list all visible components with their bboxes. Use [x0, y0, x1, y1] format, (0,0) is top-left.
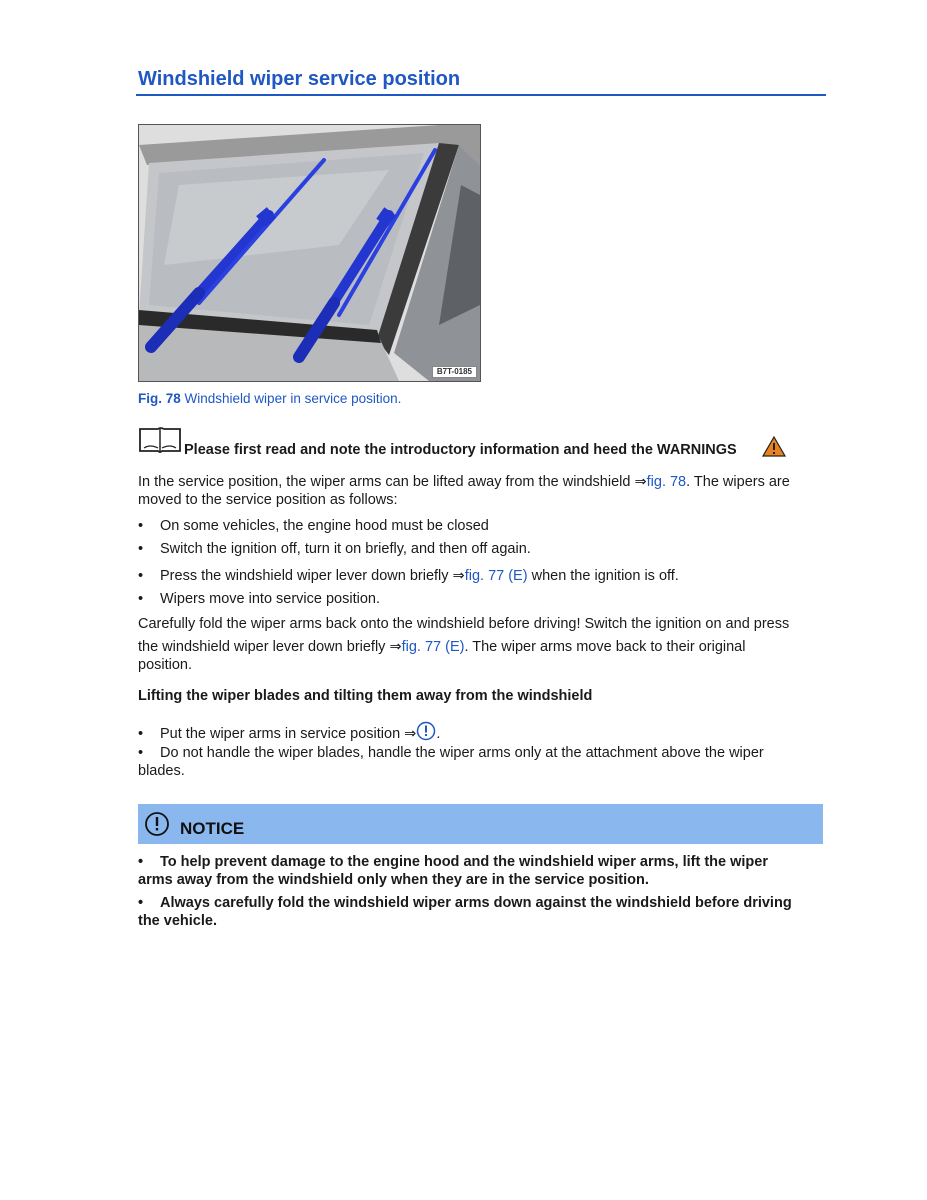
paragraph-fold-back-cont [138, 639, 824, 674]
list-item [138, 854, 824, 889]
link-fig-77e-2[interactable]: fig. 77 (E) [401, 639, 465, 655]
figure-caption [138, 391, 401, 406]
book-icon [138, 426, 182, 454]
bullet-dot: • [138, 726, 144, 742]
paragraph1-text: In the service position, the wiper arms can be lifted away from the windshield ⇒ [138, 474, 647, 490]
link-fig-77e[interactable]: fig. 77 (E) [464, 568, 528, 584]
paragraph2-line2-after: . The wiper arms move back to their original [464, 639, 746, 655]
bullet-text: Do not handle the wiper blades, handle the wiper arms only at the attachment above the wiper [160, 745, 764, 761]
figure-code: B7T-0185 [432, 366, 477, 378]
notice-text-line2: arms away from the windshield only when they are in the service position. [138, 871, 649, 888]
list-item [138, 591, 824, 609]
bullet-dot: • [138, 854, 144, 870]
notice-bar [138, 804, 823, 844]
subsection-title: Lifting the wiper blades and tilting them away from the windshield [138, 688, 593, 704]
intro-note [138, 426, 828, 460]
bullet-dot: • [138, 518, 144, 534]
bullet-text: Press the windshield wiper lever down briefly ⇒ [160, 568, 465, 584]
paragraph1-line2: moved to the service position as follows: [138, 491, 398, 508]
list-item [138, 541, 824, 559]
bullet-text: Put the wiper arms in service position ⇒ [160, 726, 417, 742]
paragraph1-text-after: . The wipers are [686, 474, 790, 490]
paragraph-fold-back [138, 616, 824, 634]
list-item [138, 568, 824, 586]
paragraph2-line2: the windshield wiper lever down briefly ⇒ [138, 639, 402, 655]
notice-text: Always carefully fold the windshield wiper arms down against the windshield before driving [160, 895, 792, 911]
bullet-text: Switch the ignition off, turn it on briefly, and then off again. [160, 541, 531, 557]
intro-text: Please first read and note the introductory information and heed the WARNINGS [184, 442, 737, 458]
bullet-text-after: when the ignition is off. [527, 568, 679, 584]
wiper-illustration [139, 125, 480, 381]
figure-windshield-wiper [138, 124, 481, 382]
bullet-dot: • [138, 568, 144, 584]
title-rule [136, 94, 826, 96]
exclamation-circle-icon[interactable] [416, 721, 436, 741]
notice-label: NOTICE [180, 819, 245, 838]
paragraph2-line3: position. [138, 656, 193, 673]
list-item [138, 745, 824, 780]
warning-triangle-icon [762, 436, 786, 457]
link-fig-78[interactable]: fig. 78 [646, 474, 687, 490]
paragraph-service-position [138, 474, 824, 509]
list-item [138, 518, 824, 536]
paragraph2-line1: Carefully fold the wiper arms back onto the windshield before driving! Switch the ignition on and press [138, 616, 790, 632]
bullet-text-after: . [436, 726, 441, 742]
bullet-text: Wipers move into service position. [160, 591, 380, 607]
bullet-dot: • [138, 541, 144, 557]
section-title: Windshield wiper service position [138, 68, 461, 90]
figure-caption-text: Windshield wiper in service position. [184, 391, 402, 406]
bullet-text: On some vehicles, the engine hood must be closed [160, 518, 489, 534]
list-item [138, 721, 824, 744]
bullet-text-line2: blades. [138, 762, 185, 779]
bullet-dot: • [138, 745, 144, 761]
notice-text-line2: the vehicle. [138, 912, 217, 929]
list-item [138, 895, 824, 930]
exclamation-circle-icon [144, 811, 170, 837]
bullet-dot: • [138, 895, 144, 911]
figure-caption-label: Fig. 78 [138, 391, 181, 406]
bullet-dot: • [138, 591, 144, 607]
notice-text: To help prevent damage to the engine hood and the windshield wiper arms, lift the wiper [160, 854, 768, 870]
